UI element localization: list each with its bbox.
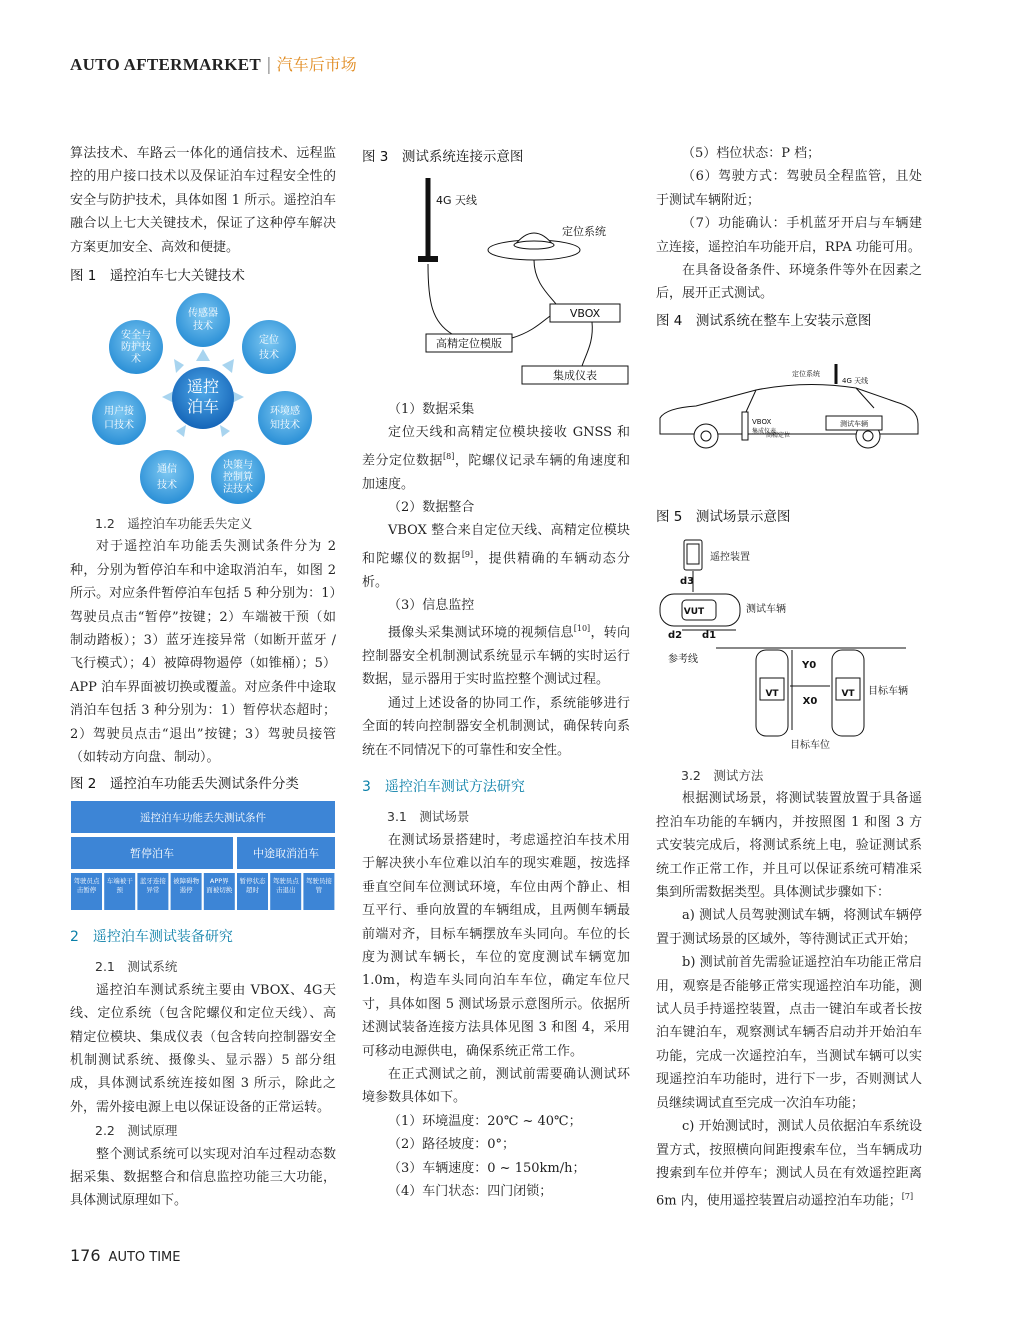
figure-4 xyxy=(656,362,922,452)
fig2-leaf-label: 车端被干预 xyxy=(106,877,133,894)
fig5-vut: VUT xyxy=(683,607,705,617)
page-number: 176 xyxy=(70,1246,101,1265)
column-3 xyxy=(656,142,922,333)
svg-text:法技术: 法技术 xyxy=(223,484,253,495)
paragraph: 根据测试场景，将测试装置放置于具备遥控泊车功能的车辆内，并按照图 1 和图 3 方式安装完成后，将测试系统上电，验证测试系统工作正常工作，并且可以保证系统可精准采集到所需数据类型。具体测试步骤如下： xyxy=(656,791,922,901)
fig2-leaf-label: 被障碍物遏停 xyxy=(173,877,200,894)
fig1-node-decision: 决策与 xyxy=(223,460,253,471)
figure-4-title: 图 4 测试系统在整车上安装示意图 xyxy=(656,312,872,329)
figure-3-title: 图 3 测试系统连接示意图 xyxy=(362,149,524,165)
list-item: （5）档位状态：P 档； xyxy=(682,146,821,161)
fig2-root: 遥控泊车功能丢失测试条件 xyxy=(140,812,266,824)
paragraph: 定位天线和高精定位模块接收 GNSS 和差分定位数据[8]，陀螺仪记录车辆的角速度和加速度。 xyxy=(362,425,630,492)
citation: [9] xyxy=(461,549,474,559)
column-2-cont xyxy=(362,398,630,1203)
fig2-leaf-label: 暂停状态超时 xyxy=(239,877,266,894)
column-3-fig5-title xyxy=(656,506,922,529)
fig1-node-perception: 环境感 xyxy=(270,406,300,417)
page-footer xyxy=(70,1246,180,1265)
figure-1 xyxy=(70,285,336,507)
paragraph: 整个测试系统可以实现对泊车过程动态数据采集、数据整合和信息监控功能三大功能，具体测试原理如下。 xyxy=(70,1146,336,1209)
list-item: （1）环境温度：20℃ ~ 40℃； xyxy=(388,1113,582,1129)
section-2-heading: 2 遥控泊车测试装备研究 xyxy=(70,929,233,945)
page-header xyxy=(70,52,357,75)
list-item: b) 测试前首先需验证遥控泊车功能正常启用，观察是否能够正常实现遥控泊车功能，测试人员手持遥控装置，点击一键泊车或者长按泊车键泊车，观察测试车辆否启动并开始泊车功能，完成一次遥控泊车，当测试车辆可以实现遥控泊车功能时，进行下一步，否则测试人员继续调试直至完成一次泊车功能； xyxy=(656,955,922,1111)
fig2-leaf-label: 驾驶员点击暂停 xyxy=(73,877,100,894)
list-item: a) 测试人员驾驶测试车辆，将测试车辆停置于测试场景的区域外，等待测试正式开始； xyxy=(656,908,922,947)
fig4-vbox: VBOX xyxy=(752,418,772,426)
fig1-node-user-interface: 用户接 xyxy=(104,406,134,417)
fig1-node-sensor: 传感器 xyxy=(188,308,218,319)
paragraph: 摄像头采集测试环境的视频信息[10]，转向控制器安全机制测试系统显示车辆的实时运行数据，显示器用于实时监控整个测试过程。 xyxy=(362,624,630,688)
fig5-vt-left: VT xyxy=(765,689,779,699)
paragraph: 在具备设备条件、环境条件等外在因素之后，展开正式测试。 xyxy=(656,263,922,302)
fig3-vbox: VBOX xyxy=(569,307,601,320)
section-2-1-heading: 2.1 测试系统 xyxy=(95,959,178,975)
fig5-x0: X0 xyxy=(802,696,818,707)
fig4-gps-label: 定位系统 xyxy=(792,370,820,378)
svg-text:防护技: 防护技 xyxy=(121,342,151,353)
column-1-cont xyxy=(70,512,336,797)
fig3-hp-module: 高精定位模版 xyxy=(436,337,502,350)
fig2-pause: 暂停泊车 xyxy=(130,847,174,860)
list-item: （2）路径坡度：0°； xyxy=(388,1137,516,1153)
list-item: （2）数据整合 xyxy=(388,499,475,515)
paragraph: 算法技术、车路云一体化的通信技术、远程监控的用户接口技术以及保证泊车过程安全性的安全与防护技术，具体如图 1 所示。遥控泊车融合以上七大关键技术，保证了这种停车解决方案更加安全、高效和便捷。 xyxy=(70,146,336,255)
list-item: （7）功能确认：手机蓝牙开启与车辆建立连接，遥控泊车功能开启，RPA 功能可用。 xyxy=(656,216,922,255)
fig3-meter: 集成仪表 xyxy=(553,369,597,382)
fig1-node-communication: 通信 xyxy=(157,464,177,475)
journal-name-en: AUTO AFTERMARKET xyxy=(70,55,262,74)
list-item: （3）车辆速度：0 ~ 150km/h； xyxy=(388,1160,586,1176)
paragraph: 在测试场景搭建时，考虑遥控泊车技术用于解决狭小车位难以泊车的现实难题，按选择垂直空间车位测试环境，车位由两个静止、相互平行、垂向放置的车辆组成，且两侧车辆最前端对齐，目标车辆摆放车头同向。车位的长度为测试车辆长，车位的宽度测试车辆宽加 1.0m，构造车头同向泊车车位，确定车位尺寸，具体如图 5 测试场景示意图所示。依据所述测试装备连接方法具体见图 3 和图 4，采用可移动电源供电，确保系统正常工作。 xyxy=(362,832,630,1059)
journal-name-footer: AUTO TIME xyxy=(108,1250,181,1265)
fig5-d3: d3 xyxy=(680,576,695,587)
list-item: （4）车门状态：四门闭锁； xyxy=(388,1183,553,1199)
fig5-y0: Y0 xyxy=(802,660,817,671)
fig5-d2: d2 xyxy=(668,630,683,641)
svg-text:控制算: 控制算 xyxy=(223,472,253,483)
fig5-vut-label: 测试车辆 xyxy=(746,604,786,615)
fig4-hp: 高精定位 xyxy=(766,432,791,439)
journal-section-cn: 汽车后市场 xyxy=(276,55,357,74)
section-1-2-heading: 1.2 遥控泊车功能丢失定义 xyxy=(95,516,253,531)
fig1-node-positioning: 定位 xyxy=(259,335,279,346)
fig2-cancel: 中途取消泊车 xyxy=(253,847,319,860)
list-item: c) 开始测试时，测试人员依据泊车系统设置方式，按照横向间距搜索车位，当车辆成功搜索到车位并停车；测试人员在有效遥控距离 6m 内，使用遥控装置启动遥控泊车功能；[7] xyxy=(656,1119,922,1209)
paragraph: 在正式测试之前，测试前需要确认测试环境参数具体如下。 xyxy=(362,1066,630,1106)
svg-text:泊车: 泊车 xyxy=(186,397,220,416)
column-1 xyxy=(70,142,336,288)
svg-text:技术: 技术 xyxy=(157,480,177,491)
figure-5-title: 图 5 测试场景示意图 xyxy=(656,509,791,525)
figure-2-title: 图 2 遥控泊车功能丢失测试条件分类 xyxy=(70,776,299,793)
paragraph: 遥控泊车测试系统主要由 VBOX、4G天线、定位系统（包含陀螺仪和定位天线）、高精定位模块、集成仪表（包含转向控制器安全机制测试系统、摄像头、显示器）5 部分组成，具体测试系统连接如图 3 所示，除此之外，需外接电源上电以保证设备的正常运转。 xyxy=(70,982,336,1115)
column-3-bottom xyxy=(656,764,922,1213)
fig5-vt-right: VT xyxy=(841,689,855,699)
section-2-2-heading: 2.2 测试原理 xyxy=(95,1123,178,1139)
svg-text:术: 术 xyxy=(131,354,141,365)
fig4-vehicle: 测试车辆 xyxy=(840,420,868,428)
fig5-d1: d1 xyxy=(702,630,717,641)
fig2-leaf-label: 驾驶员点击退出 xyxy=(272,877,299,894)
svg-text:知技术: 知技术 xyxy=(270,420,300,431)
fig1-node-safety: 安全与 xyxy=(121,330,151,341)
fig3-gps-label: 定位系统 xyxy=(562,225,606,238)
fig3-antenna-label: 4G 天线 xyxy=(436,194,478,207)
paragraph: VBOX 整合来自定位天线、高精定位模块和陀螺仪的数据[9]，提供精确的车辆动态分析。 xyxy=(362,523,630,590)
fig2-leaf-label: 驾驶员接管 xyxy=(305,877,332,894)
list-item: （1）数据采集 xyxy=(388,402,475,417)
citation: [7] xyxy=(901,1192,914,1202)
section-3-heading: 3 遥控泊车测试方法研究 xyxy=(362,779,525,796)
figure-3 xyxy=(362,172,630,392)
fig4-antenna-label: 4G 天线 xyxy=(842,377,869,385)
fig5-remote-label: 遥控装置 xyxy=(710,552,750,563)
fig2-leaf-label: 蓝牙连接异常 xyxy=(139,877,166,894)
column-2 xyxy=(362,142,630,169)
svg-text:技术: 技术 xyxy=(259,350,279,361)
list-item: （3）信息监控 xyxy=(388,597,475,613)
paragraph: 通过上述设备的协同工作，系统能够进行全面的转向控制器安全机制测试，确保转向系统在不同情况下的可靠性和安全性。 xyxy=(362,695,630,758)
section-3-1-heading: 3.1 测试场景 xyxy=(387,809,470,825)
svg-text:技术: 技术 xyxy=(193,321,213,332)
fig5-ref-label: 参考线 xyxy=(668,654,698,665)
citation: [10] xyxy=(573,624,591,634)
header-separator: | xyxy=(266,55,272,75)
column-1-bottom xyxy=(70,920,336,1213)
fig4-meter: 集成仪表 xyxy=(752,428,777,435)
citation: [8] xyxy=(443,451,455,461)
fig5-slot-label: 目标车位 xyxy=(790,740,830,751)
fig1-center: 遥控 xyxy=(186,377,220,396)
fig5-vt-label: 目标车辆 xyxy=(868,686,908,697)
section-3-2-heading: 3.2 测试方法 xyxy=(681,768,764,783)
list-item: （6）驾驶方式：驾驶员全程监管，且处于测试车辆附近； xyxy=(656,169,922,208)
paragraph: 对于遥控泊车功能丢失测试条件分为 2 种，分别为暂停泊车和中途取消泊车，如图 2 所示。对应条件暂停泊车包括 5 种分别为：1）驾驶员点击“暂停”按键；2）车端被干预（如制动踏板）；3）蓝牙连接异常（如断开蓝牙 / 飞行模式）；4）被障碍物遏停（如锥桶）；5）APP 泊车界面被切换或覆盖。对应条件中途取消泊车包括 3 种分别为：1）暂停状态超时；2）驾驶员点击“退出”按键；3）驾驶员接管（如转动方向盘、制动）。 xyxy=(70,539,336,766)
svg-text:口技术: 口技术 xyxy=(104,420,134,431)
figure-5 xyxy=(656,538,922,754)
figure-1-title: 图 1 遥控泊车七大关键技术 xyxy=(70,268,245,285)
figure-2 xyxy=(70,800,336,912)
fig2-leaf-label: APP界面被切换 xyxy=(206,877,233,894)
